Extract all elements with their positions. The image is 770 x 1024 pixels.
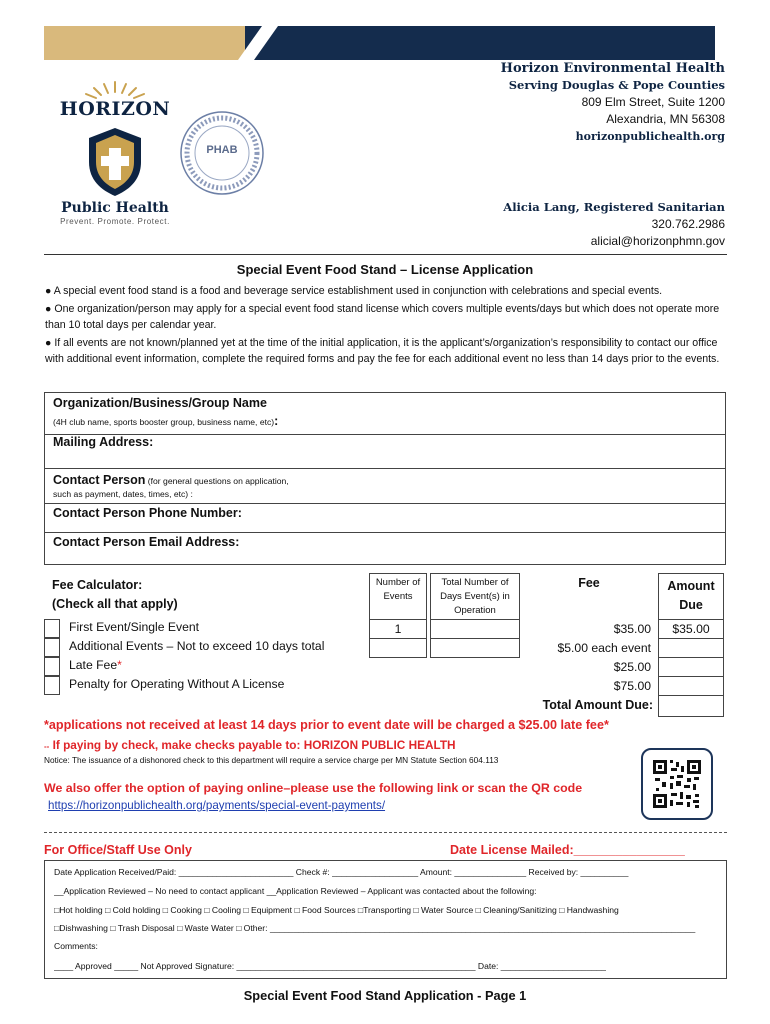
dishonored-check-notice: Notice: The issuance of a dishonored check to this department will require a service charge per MN Statute Section 604.113 bbox=[44, 755, 499, 765]
events-input-row1[interactable]: 1 bbox=[369, 619, 427, 639]
fee-row-checkbox[interactable] bbox=[44, 657, 60, 676]
sanitarian-phone: 320.762.2986 bbox=[651, 217, 725, 231]
agency-website[interactable]: horizonpublichealth.org bbox=[575, 130, 725, 143]
agency-contact-block bbox=[501, 60, 725, 145]
late-fee-notice: *applications not received at least 14 days prior to event date will be charged a $25.00 late fee* bbox=[44, 718, 609, 732]
sanitarian-block bbox=[503, 199, 725, 250]
header-band-navy bbox=[245, 26, 715, 60]
bullet-item: ● One organization/person may apply for a special event food stand license which covers multiple events/days but which does not operate more than 10 total days per calendar year. bbox=[45, 302, 720, 331]
events-input-row2[interactable] bbox=[369, 638, 427, 658]
header-band-gold bbox=[44, 26, 276, 60]
contact-person-label: Contact Person bbox=[53, 473, 146, 487]
contact-phone-label: Contact Person Phone Number: bbox=[53, 506, 242, 520]
days-input-row2[interactable] bbox=[430, 638, 520, 658]
page-footer: Special Event Food Stand Application - Page 1 bbox=[243, 988, 527, 1003]
horizon-logo bbox=[56, 78, 174, 228]
sanitarian-name: Alicia Lang, Registered Sanitarian bbox=[503, 200, 725, 214]
days-input-row1[interactable] bbox=[430, 619, 520, 639]
fee-row-label: First Event/Single Event bbox=[69, 620, 200, 634]
online-payment-notice: We also offer the option of paying online–please use the following link or scan the QR code bbox=[44, 781, 583, 795]
office-section-divider bbox=[44, 832, 727, 833]
city-address: Alexandria, MN 56308 bbox=[606, 112, 725, 126]
fee-row-checkbox[interactable] bbox=[44, 619, 60, 638]
fee-calculator-sub: (Check all that apply) bbox=[52, 597, 178, 611]
check-notice bbox=[44, 738, 456, 752]
office-use-title: For Office/Staff Use Only bbox=[44, 843, 192, 857]
office-line-comments[interactable]: Comments: bbox=[54, 941, 98, 951]
total-amount-input[interactable] bbox=[658, 695, 724, 717]
col-amount-header: Amount Due bbox=[658, 573, 724, 620]
street-address: 809 Elm Street, Suite 1200 bbox=[581, 95, 725, 109]
date-license-mailed[interactable]: Date License Mailed:________________ bbox=[450, 843, 685, 857]
fee-value: $25.00 bbox=[613, 660, 651, 674]
fee-row bbox=[44, 676, 364, 696]
contact-email-field[interactable] bbox=[44, 532, 726, 565]
contact-email-label: Contact Person Email Address: bbox=[53, 535, 240, 549]
col-fee-header: Fee bbox=[578, 576, 600, 590]
payment-link[interactable]: https://horizonpublichealth.org/payments/special-event-payments/ bbox=[48, 799, 386, 812]
col-events-header: Number of Events bbox=[369, 573, 427, 620]
logo-tagline: Prevent. Promote. Protect. bbox=[60, 217, 170, 226]
fee-row-label: Late Fee bbox=[69, 658, 118, 672]
logo-sub: Public Health bbox=[61, 200, 169, 216]
fee-value: $5.00 each event bbox=[557, 641, 651, 655]
office-line-other[interactable]: □Dishwashing □ Trash Disposal □ Waste Water □ Other: _________________________________________________________________________________________ bbox=[54, 923, 696, 933]
fee-value: $75.00 bbox=[613, 679, 651, 693]
qr-code-icon bbox=[643, 750, 711, 818]
fee-row-checkbox[interactable] bbox=[44, 676, 60, 695]
fee-value: $35.00 bbox=[613, 622, 651, 636]
logo-word: HORIZON bbox=[59, 98, 171, 120]
page-title: Special Event Food Stand – License Application bbox=[236, 262, 534, 277]
bullet-item: ● If all events are not known/planned yet at the time of the initial application, it is the applicant’s/organization’s responsibility to contact our office with additional event information, complete the required forms and pay the fee for each additional event no less than 14 days prior to the events. bbox=[45, 336, 720, 365]
fee-calculator-title: Fee Calculator: bbox=[52, 578, 143, 592]
office-line-approval[interactable]: ____ Approved _____ Not Approved Signature: __________________________________________________ Date: ______________________ bbox=[54, 961, 606, 971]
agency-name: Horizon Environmental Health bbox=[500, 61, 725, 76]
mailing-address-field[interactable] bbox=[44, 434, 726, 469]
col-days-header: Total Number of Days Event(s) in Operation bbox=[430, 573, 520, 620]
contact-person-hint: (for general questions on application, bbox=[145, 476, 289, 486]
late-fee-asterisk: * bbox=[117, 658, 122, 672]
check-notice-text: If paying by check, make checks payable to: HORIZON PUBLIC HEALTH bbox=[49, 738, 456, 752]
phab-seal bbox=[179, 110, 265, 196]
shield-cross-icon bbox=[85, 126, 145, 198]
amount-due-row2[interactable] bbox=[658, 638, 724, 658]
fee-row-label: Penalty for Operating Without A License bbox=[69, 677, 285, 691]
office-line-topics[interactable]: □Hot holding □ Cold holding □ Cooking □ Cooling □ Equipment □ Food Sources □Transporting □ Water Source □ Cleaning/Sanitizing □ Handwashing bbox=[54, 905, 619, 915]
total-amount-label: Total Amount Due: bbox=[542, 698, 653, 712]
fee-row bbox=[44, 619, 364, 639]
org-name-label: Organization/Business/Group Name bbox=[53, 396, 267, 410]
amount-due-row1[interactable]: $35.00 bbox=[658, 619, 724, 639]
contact-phone-field[interactable] bbox=[44, 503, 726, 533]
fee-row-label: Additional Events – Not to exceed 10 days total bbox=[69, 639, 325, 653]
fee-row bbox=[44, 657, 364, 677]
contact-person-hint-2: such as payment, dates, times, etc) : bbox=[53, 489, 193, 499]
fee-row-checkbox[interactable] bbox=[44, 638, 60, 657]
org-name-field[interactable] bbox=[44, 392, 726, 435]
fee-calculator-heading bbox=[52, 576, 178, 614]
amount-due-row3[interactable] bbox=[658, 657, 724, 677]
office-line-received[interactable]: Date Application Received/Paid: ________________________ Check #: __________________ Amount: _______________ Received by: __________ bbox=[54, 867, 629, 877]
header-divider bbox=[44, 254, 727, 255]
phab-text: PHAB bbox=[206, 144, 238, 156]
service-area: Serving Douglas & Pope Counties bbox=[508, 78, 725, 92]
fee-row bbox=[44, 638, 364, 658]
org-name-colon: : bbox=[274, 414, 279, 428]
org-name-hint: (4H club name, sports booster group, business name, etc) bbox=[53, 417, 275, 427]
contact-person-field[interactable] bbox=[44, 468, 726, 504]
mailing-address-label: Mailing Address: bbox=[53, 435, 154, 449]
sanitarian-email[interactable]: alicial@horizonphmn.gov bbox=[590, 234, 725, 248]
fee-values bbox=[524, 620, 651, 696]
qr-code[interactable] bbox=[641, 748, 713, 820]
amount-due-row4[interactable] bbox=[658, 676, 724, 696]
bullet-item: ● A special event food stand is a food and beverage service establishment used in conjunction with celebrations and special events. bbox=[45, 285, 663, 297]
office-line-reviewed[interactable]: __Application Reviewed – No need to contact applicant __Application Reviewed – Applicant was contacted about the following: bbox=[54, 886, 537, 896]
check-notice-dash: -- bbox=[44, 742, 50, 751]
intro-bullets bbox=[45, 283, 728, 369]
